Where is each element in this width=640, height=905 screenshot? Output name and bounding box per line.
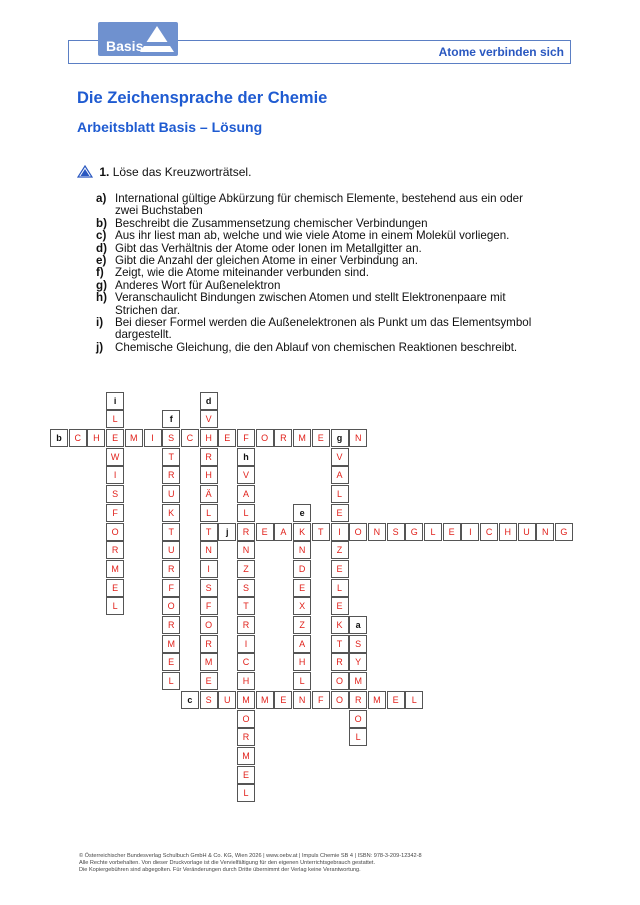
crossword-number-cell: h [237,448,255,466]
crossword-letter-cell: I [461,523,479,541]
crossword-letter-cell: C [69,429,87,447]
crossword-letter-cell: Z [293,616,311,634]
crossword-letter-cell: S [200,691,218,709]
crossword-letter-cell: T [237,597,255,615]
crossword-letter-cell: K [293,523,311,541]
crossword-letter-cell: L [331,485,349,503]
crossword-letter-cell: A [274,523,292,541]
crossword-letter-cell: M [106,560,124,578]
crossword-letter-cell: T [312,523,330,541]
crossword-letter-cell: M [237,691,255,709]
crossword-letter-cell: E [331,597,349,615]
crossword-number-cell: f [162,410,180,428]
clue-key: e) [96,254,107,268]
crossword-letter-cell: X [293,597,311,615]
crossword-letter-cell: K [331,616,349,634]
crossword-letter-cell: M [237,747,255,765]
crossword-letter-cell: N [237,541,255,559]
crossword-letter-cell: L [162,672,180,690]
crossword-number-cell: d [200,392,218,410]
crossword-letter-cell: E [200,672,218,690]
crossword-letter-cell: R [237,523,255,541]
crossword-letter-cell: A [331,466,349,484]
crossword-letter-cell: H [200,429,218,447]
crossword-letter-cell: R [162,560,180,578]
crossword-letter-cell: H [200,466,218,484]
crossword-letter-cell: M [349,672,367,690]
crossword-letter-cell: T [331,635,349,653]
crossword-letter-cell: F [106,504,124,522]
crossword-letter-cell: G [405,523,423,541]
footer-line: Alle Rechte vorbehalten. Von dieser Druckvorlage ist die Vervielfältigung für den eigenen Unterrichtsgebrauch gestattet. [79,860,376,866]
crossword-letter-cell: I [237,635,255,653]
crossword-letter-cell: O [237,710,255,728]
crossword-letter-cell: D [293,560,311,578]
crossword-letter-cell: R [331,653,349,671]
clue-key: b) [96,216,107,230]
crossword-letter-cell: N [349,429,367,447]
crossword-letter-cell: F [162,579,180,597]
crossword-letter-cell: L [424,523,442,541]
crossword-letter-cell: K [162,504,180,522]
crossword-letter-cell: H [499,523,517,541]
crossword-letter-cell: R [237,616,255,634]
crossword-number-cell: e [293,504,311,522]
crossword-letter-cell: U [162,541,180,559]
footer-line: Die Kopiergebühren sind abgegolten. Für Veränderungen durch Dritte übernimmt der Verlag keine Verantwortung. [79,867,361,873]
crossword-letter-cell: N [200,541,218,559]
crossword-letter-cell: H [293,653,311,671]
crossword-letter-cell: O [349,523,367,541]
crossword-letter-cell: C [480,523,498,541]
crossword-letter-cell: Z [237,560,255,578]
crossword-letter-cell: U [162,485,180,503]
crossword-letter-cell: T [200,523,218,541]
crossword-letter-cell: S [200,579,218,597]
logo-text: Basis [106,38,144,54]
crossword-letter-cell: R [200,448,218,466]
crossword-letter-cell: S [387,523,405,541]
crossword-letter-cell: A [237,485,255,503]
clue-text: Beschreibt die Zusammensetzung chemischer Verbindungen [115,216,428,230]
crossword-letter-cell: H [87,429,105,447]
crossword-letter-cell: C [237,653,255,671]
crossword-letter-cell: U [218,691,236,709]
crossword-letter-cell: N [368,523,386,541]
crossword-letter-cell: A [293,635,311,653]
page-title: Die Zeichensprache der Chemie [77,89,328,107]
crossword-letter-cell: O [331,691,349,709]
crossword-letter-cell: O [331,672,349,690]
crossword-letter-cell: I [106,466,124,484]
crossword-letter-cell: E [331,504,349,522]
crossword-letter-cell: L [237,504,255,522]
crossword-letter-cell: M [368,691,386,709]
clue-key: a) [96,192,107,205]
crossword-letter-cell: Z [331,541,349,559]
page-subtitle: Arbeitsblatt Basis – Lösung [77,119,263,135]
crossword-letter-cell: Ä [200,485,218,503]
header-topic: Atome verbinden sich [438,45,564,59]
crossword-letter-cell: L [405,691,423,709]
crossword-letter-cell: S [162,429,180,447]
task-number: 1. [99,165,110,179]
crossword-letter-cell: T [162,448,180,466]
crossword-letter-cell: E [256,523,274,541]
crossword-number-cell: i [106,392,124,410]
crossword-letter-cell: N [293,541,311,559]
crossword-letter-cell: Y [349,653,367,671]
crossword-letter-cell: M [256,691,274,709]
crossword-letter-cell: E [293,579,311,597]
clue-text: Chemische Gleichung, die den Ablauf von chemischen Reaktionen beschreibt. [115,340,518,354]
crossword-letter-cell: R [162,466,180,484]
clue-text: Aus ihr liest man ab, welche und wie viele Atome in einem Molekül vorliegen. [115,229,510,243]
crossword-letter-cell: L [293,672,311,690]
crossword-letter-cell: O [256,429,274,447]
crossword-letter-cell: N [293,691,311,709]
crossword-letter-cell: S [106,485,124,503]
crossword-letter-cell: F [200,597,218,615]
crossword-letter-cell: V [237,466,255,484]
crossword-letter-cell: E [274,691,292,709]
crossword-letter-cell: R [349,691,367,709]
crossword-letter-cell: E [162,653,180,671]
crossword-letter-cell: O [106,523,124,541]
crossword-letter-cell: R [162,616,180,634]
crossword-letter-cell: E [237,766,255,784]
crossword-letter-cell: R [200,635,218,653]
crossword-letter-cell: C [181,429,199,447]
crossword-letter-cell: V [200,410,218,428]
crossword-letter-cell: T [162,523,180,541]
crossword-letter-cell: G [555,523,573,541]
footer-line: © Österreichischer Bundesverlag Schulbuch GmbH & Co. KG, Wien 2026 | www.oebv.at | Impuls Chemie SB 4 | ISBN: 978-3-209-12342-8 [79,853,422,859]
crossword-letter-cell: I [144,429,162,447]
crossword-letter-cell: I [331,523,349,541]
crossword-letter-cell: W [106,448,124,466]
crossword-letter-cell: L [237,784,255,802]
crossword-letter-cell: E [106,579,124,597]
crossword-number-cell: c [181,691,199,709]
crossword-letter-cell: F [237,429,255,447]
clue-text: International gültige Abkürzung für chemisch Elemente, bestehend aus ein oder zwei Buchstaben [115,192,523,218]
crossword-letter-cell: O [200,616,218,634]
crossword-letter-cell: L [200,504,218,522]
crossword-letter-cell: E [443,523,461,541]
crossword-letter-cell: R [274,429,292,447]
crossword-number-cell: j [218,523,236,541]
crossword-letter-cell: U [518,523,536,541]
crossword-letter-cell: M [125,429,143,447]
crossword-letter-cell: E [106,429,124,447]
clue-text: Veranschaulicht Bindungen zwischen Atomen und stellt Elektronenpaare mit Strichen dar. [115,291,506,317]
crossword-letter-cell: F [312,691,330,709]
crossword-letter-cell: V [331,448,349,466]
crossword-letter-cell: E [218,429,236,447]
crossword-letter-cell: M [162,635,180,653]
crossword-number-cell: b [50,429,68,447]
crossword-letter-cell: L [349,728,367,746]
crossword-letter-cell: O [349,710,367,728]
crossword-letter-cell: L [106,597,124,615]
clue-text: Anderes Wort für Außenelektron [115,278,281,292]
clue-text: Gibt das Verhältnis der Atome oder Ionen im Metallgitter an. [115,241,422,255]
clue-key: f) [96,266,104,280]
crossword-letter-cell: E [312,429,330,447]
crossword-letter-cell: H [237,672,255,690]
clue-text: Bei dieser Formel werden die Außenelektronen als Punkt um das Elementsymbol dargestellt. [115,316,532,342]
clue-key: i) [96,316,104,330]
clue-key: j) [96,340,104,354]
crossword-letter-cell: I [200,560,218,578]
crossword-letter-cell: N [536,523,554,541]
crossword-letter-cell: L [106,410,124,428]
crossword-letter-cell: O [162,597,180,615]
crossword-letter-cell: L [331,579,349,597]
clue-key: c) [96,229,107,243]
crossword-letter-cell: S [349,635,367,653]
crossword-number-cell: a [349,616,367,634]
crossword-number-cell: g [331,429,349,447]
clue-text: Gibt die Anzahl der gleichen Atome in einer Verbindung an. [115,254,418,268]
footer [79,853,422,874]
crossword-letter-cell: M [200,653,218,671]
clue-key: d) [96,241,107,255]
clue-key: g) [96,278,107,292]
crossword-letter-cell: E [387,691,405,709]
crossword-letter-cell: M [293,429,311,447]
crossword-letter-cell: R [106,541,124,559]
crossword-letter-cell: E [331,560,349,578]
crossword-letter-cell: S [237,579,255,597]
crossword-letter-cell: R [237,728,255,746]
clue-text: Zeigt, wie die Atome miteinander verbunden sind. [115,266,369,280]
clue-key: h) [96,291,107,305]
task-text: Löse das Kreuzworträtsel. [112,165,252,179]
